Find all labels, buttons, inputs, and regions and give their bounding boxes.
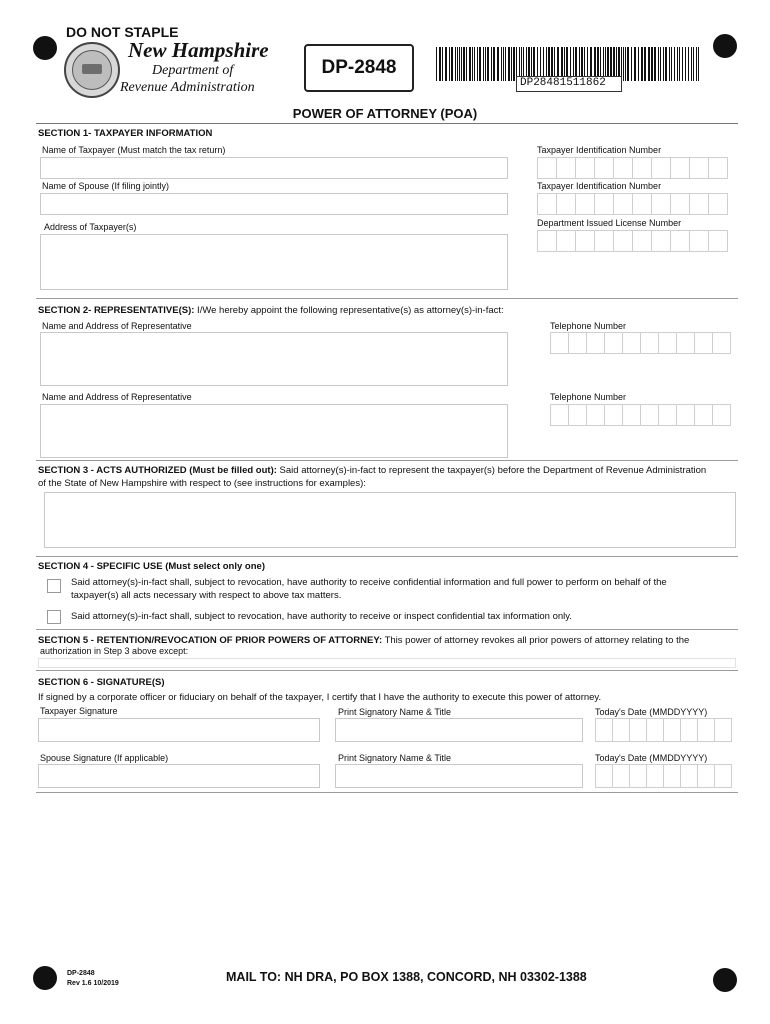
barcode-bar	[634, 47, 636, 81]
barcode-bar	[491, 47, 492, 81]
barcode-bar	[623, 47, 624, 81]
barcode-bar	[485, 47, 486, 81]
barcode-bar	[451, 47, 453, 81]
barcode-bar	[479, 47, 481, 81]
section1-rule	[36, 298, 738, 299]
option1-checkbox[interactable]	[47, 579, 61, 593]
barcode-bar	[654, 47, 656, 81]
barcode-bar	[497, 47, 499, 81]
registration-dot-bottom-right	[713, 968, 737, 992]
barcode-bar	[644, 47, 646, 81]
phone2-field[interactable]	[550, 404, 731, 426]
section5-heading-rest: This power of attorney revokes all prior powers of attorney relating to the	[382, 635, 690, 646]
barcode-bar	[698, 47, 699, 81]
taxpayer-tin-field[interactable]	[537, 157, 728, 179]
barcode-text-box	[516, 76, 622, 92]
barcode-bar	[439, 47, 441, 81]
barcode-bar	[660, 47, 661, 81]
barcode-bar	[658, 47, 659, 81]
barcode-bar	[679, 47, 680, 81]
barcode-bar	[461, 47, 462, 81]
barcode-bar	[638, 47, 639, 81]
barcode-bar	[665, 47, 667, 81]
barcode-bar	[436, 47, 437, 81]
department-line-1: Department of	[152, 63, 234, 78]
barcode-bar	[685, 47, 686, 81]
section6-rule	[36, 792, 738, 793]
barcode-bar	[469, 47, 471, 81]
barcode-bar	[477, 47, 478, 81]
barcode-bar	[669, 47, 670, 81]
barcode-bar	[693, 47, 694, 81]
date2-field[interactable]	[595, 764, 732, 788]
barcode-bar	[455, 47, 456, 81]
section2-heading-bold: SECTION 2- REPRESENTATIVE(S):	[38, 305, 195, 316]
barcode-bar	[651, 47, 653, 81]
barcode-bar	[457, 47, 458, 81]
option1-line2: taxpayer(s) all acts necessary with respect to above tax matters.	[71, 590, 342, 601]
barcode-bar	[511, 47, 512, 81]
revocation-exceptions-field[interactable]	[38, 658, 736, 668]
section3-heading	[38, 465, 706, 476]
taxpayer-signature-field[interactable]	[38, 718, 320, 742]
barcode-bar	[677, 47, 678, 81]
barcode-bar	[501, 47, 502, 81]
license-number-field[interactable]	[537, 230, 728, 252]
rep2-label: Name and Address of Representative	[42, 392, 192, 402]
department-line-2: Revenue Administration	[120, 80, 255, 95]
license-number-label: Department Issued License Number	[537, 218, 682, 228]
barcode-bar	[442, 47, 443, 81]
section2-heading-rest: I/We hereby appoint the following representative(s) as attorney(s)-in-fact:	[194, 305, 504, 316]
barcode-bar	[513, 47, 515, 81]
print-name2-field[interactable]	[335, 764, 583, 788]
barcode-bar	[625, 47, 626, 81]
spouse-name-field[interactable]	[40, 193, 508, 215]
section1-heading: SECTION 1- TAXPAYER INFORMATION	[38, 128, 213, 139]
section4-rule	[36, 629, 738, 630]
barcode-bar	[449, 47, 450, 81]
section3-rule	[36, 556, 738, 557]
phone1-field[interactable]	[550, 332, 731, 354]
barcode-bar	[445, 47, 447, 81]
spouse-signature-field[interactable]	[38, 764, 320, 788]
certify-text: If signed by a corporate officer or fiduciary on behalf of the taxpayer, I certify that I have the authority to execute this power of attorney.	[38, 692, 602, 703]
taxpayer-address-label: Address of Taxpayer(s)	[44, 222, 137, 232]
form-number: DP-2848	[321, 57, 397, 78]
rep1-label: Name and Address of Representative	[42, 321, 192, 331]
phone1-label: Telephone Number	[550, 321, 627, 331]
barcode-bar	[696, 47, 697, 81]
spouse-tin-label: Taxpayer Identification Number	[537, 181, 662, 191]
section5-heading-bold: SECTION 5 - RETENTION/REVOCATION OF PRIOR POWERS OF ATTORNEY:	[38, 635, 383, 646]
barcode-bar	[648, 47, 650, 81]
registration-dot-bottom-left	[33, 966, 57, 990]
barcode-bar	[688, 47, 689, 81]
barcode-bar	[631, 47, 632, 81]
print-name1-label: Print Signatory Name & Title	[338, 707, 452, 717]
section5-heading	[38, 635, 689, 646]
option2-text: Said attorney(s)-in-fact shall, subject to revocation, have authority to receive or inspect confidential tax information only.	[71, 611, 572, 622]
barcode-bar	[671, 47, 672, 81]
section5-line2: authorization in Step 3 above except:	[40, 646, 189, 656]
section4-heading: SECTION 4 - SPECIFIC USE (Must select only one)	[38, 561, 265, 572]
section3-line2: of the State of New Hampshire with respect to (see instructions for examples):	[38, 478, 366, 489]
footer-revision: Rev 1.6 10/2019	[67, 980, 119, 987]
taxpayer-signature-label: Taxpayer Signature	[40, 706, 118, 716]
do-not-staple: DO NOT STAPLE	[66, 24, 179, 40]
barcode-bar	[508, 47, 510, 81]
section3-heading-bold: SECTION 3 - ACTS AUTHORIZED (Must be filled out):	[38, 465, 277, 476]
barcode-text: DP28481511862	[520, 77, 606, 89]
footer-form-number: DP-2848	[67, 970, 95, 977]
print-name1-field[interactable]	[335, 718, 583, 742]
date2-label: Today's Date (MMDDYYYY)	[595, 753, 708, 763]
taxpayer-address-field[interactable]	[40, 234, 508, 290]
section3-heading-rest: Said attorney(s)-in-fact to represent the taxpayer(s) before the Department of Revenue Administration	[276, 465, 707, 476]
taxpayer-tin-label: Taxpayer Identification Number	[537, 145, 662, 155]
section2-heading	[38, 305, 504, 316]
print-name2-label: Print Signatory Name & Title	[338, 753, 452, 763]
mail-to-address: MAIL TO: NH DRA, PO BOX 1388, CONCORD, NH 03302-1388	[226, 970, 587, 984]
acts-authorized-field[interactable]	[44, 492, 736, 548]
phone2-label: Telephone Number	[550, 392, 627, 402]
barcode-bar	[487, 47, 489, 81]
barcode-bar	[466, 47, 467, 81]
registration-dot-top-left	[33, 36, 57, 60]
barcode-bar	[474, 47, 475, 81]
rep2-field[interactable]	[40, 404, 508, 458]
spouse-signature-label: Spouse Signature (If applicable)	[40, 753, 169, 763]
taxpayer-name-field[interactable]	[40, 157, 508, 179]
section6-heading: SECTION 6 - SIGNATURE(S)	[38, 677, 165, 688]
barcode-bar	[691, 47, 692, 81]
spouse-tin-field[interactable]	[537, 193, 728, 215]
taxpayer-name-label: Name of Taxpayer (Must match the tax return)	[42, 145, 226, 155]
spouse-name-label: Name of Spouse (If filing jointly)	[42, 181, 170, 191]
form-number-box	[304, 44, 414, 92]
barcode-bar	[463, 47, 465, 81]
state-name: New Hampshire	[128, 38, 269, 62]
rep1-field[interactable]	[40, 332, 508, 386]
barcode-bar	[459, 47, 460, 81]
state-seal	[64, 42, 120, 98]
date1-label: Today's Date (MMDDYYYY)	[595, 707, 708, 717]
barcode-bar	[505, 47, 506, 81]
form-title: POWER OF ATTORNEY (POA)	[292, 106, 478, 121]
barcode-bar	[627, 47, 629, 81]
option2-checkbox[interactable]	[47, 610, 61, 624]
title-rule	[36, 123, 738, 124]
barcode-bar	[493, 47, 495, 81]
option1-line1: Said attorney(s)-in-fact shall, subject to revocation, have authority to receive confidential information and full power to perform on behalf of the	[71, 577, 667, 588]
section2-rule	[36, 460, 738, 461]
section5-rule	[36, 670, 738, 671]
registration-dot-top-right	[713, 34, 737, 58]
barcode-bar	[682, 47, 683, 81]
date1-field[interactable]	[595, 718, 732, 742]
barcode-bar	[472, 47, 473, 81]
barcode-bar	[674, 47, 675, 81]
barcode-bar	[483, 47, 484, 81]
barcode-bar	[641, 47, 643, 81]
barcode-bar	[503, 47, 504, 81]
barcode-bar	[663, 47, 664, 81]
